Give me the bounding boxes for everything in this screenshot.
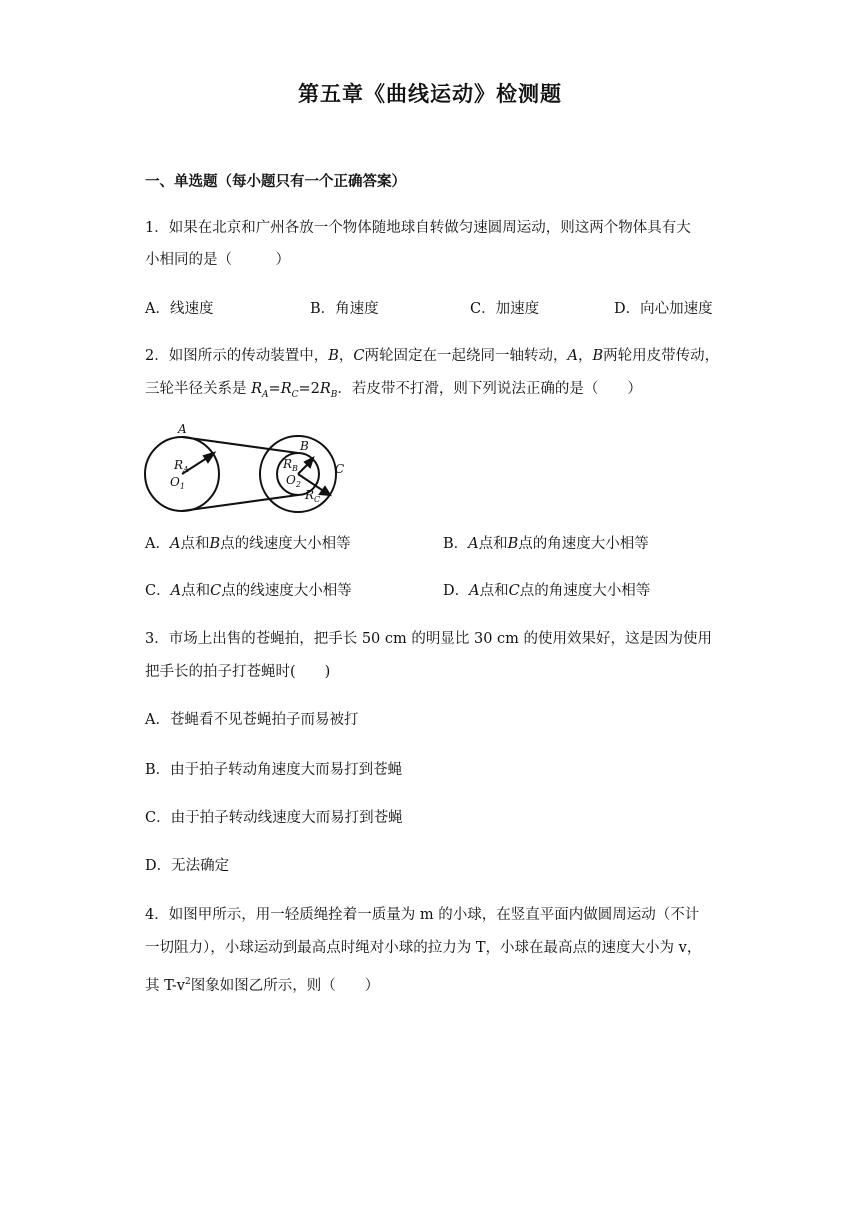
q3-option-d: D．无法确定: [145, 858, 230, 874]
q4-text-line1: 4．如图甲所示，用一轻质绳拴着一质量为 m 的小球，在竖直平面内做圆周运动（不计: [145, 907, 700, 923]
label-b: B: [300, 439, 309, 453]
q3-text-line2: 把手长的拍子打苍蝇时( ): [145, 664, 331, 680]
q2-text-line1: 2．如图所示的传动装置中，B，C两轮固定在一起绕同一轴转动，A，B两轮用皮带传动，: [145, 348, 720, 364]
radius-c-arrow: [320, 487, 330, 495]
label-a: A: [178, 422, 187, 436]
radius-a-arrow: [204, 453, 214, 462]
label-ra: $R_A$: [174, 458, 189, 474]
q1-text-line2: 小相同的是（ ）: [145, 252, 290, 268]
label-o2: $O_2$: [286, 473, 301, 489]
q4-text-line3: 其 $T-v^2$图象如图乙所示，则（ ）: [145, 977, 380, 994]
q3-option-a: A．苍蝇看不见苍蝇拍子而易被打: [145, 712, 359, 728]
q1-option-c: C．加速度: [470, 301, 540, 317]
q4-text-line2: 一切阻力），小球运动到最高点时绳对小球的拉力为 T，小球在最高点的速度大小为 v，: [145, 940, 702, 956]
belt-drive-figure: [140, 420, 365, 520]
q2-option-d: D．A点和C点的角速度大小相等: [443, 583, 651, 599]
label-rb: $R_B$: [283, 457, 298, 473]
label-c: C: [335, 462, 345, 476]
label-rc: $R_C$: [305, 488, 321, 504]
q3-text-line1: 3．市场上出售的苍蝇拍，把手长 50 cm 的明显比 30 cm 的使用效果好，这是因为使用: [145, 631, 713, 647]
q3-option-b: B．由于拍子转动角速度大而易打到苍蝇: [145, 762, 403, 778]
q1-option-b: B．角速度: [310, 301, 379, 317]
q2-text-line2: 三轮半径关系是 $R_A=R_C=2R_B$．若皮带不打滑，则下列说法正确的是（ ）: [145, 381, 642, 400]
page-title: 第五章《曲线运动》检测题: [298, 81, 562, 106]
q2-option-c: C．A点和C点的线速度大小相等: [145, 583, 352, 599]
q2-option-a: A．A点和B点的线速度大小相等: [145, 536, 351, 552]
q2-option-b: B．A点和B点的角速度大小相等: [443, 536, 649, 552]
q1-text-line1: 1．如果在北京和广州各放一个物体随地球自转做匀速圆周运动，则这两个物体具有大: [145, 220, 691, 236]
q1-option-d: D．向心加速度: [614, 301, 713, 317]
q3-option-c: C．由于拍子转动线速度大而易打到苍蝇: [145, 810, 403, 826]
section-heading: 一、单选题（每小题只有一个正确答案）: [145, 173, 406, 190]
q1-option-a: A．线速度: [145, 301, 214, 317]
label-o1: $O_1$: [170, 475, 185, 491]
